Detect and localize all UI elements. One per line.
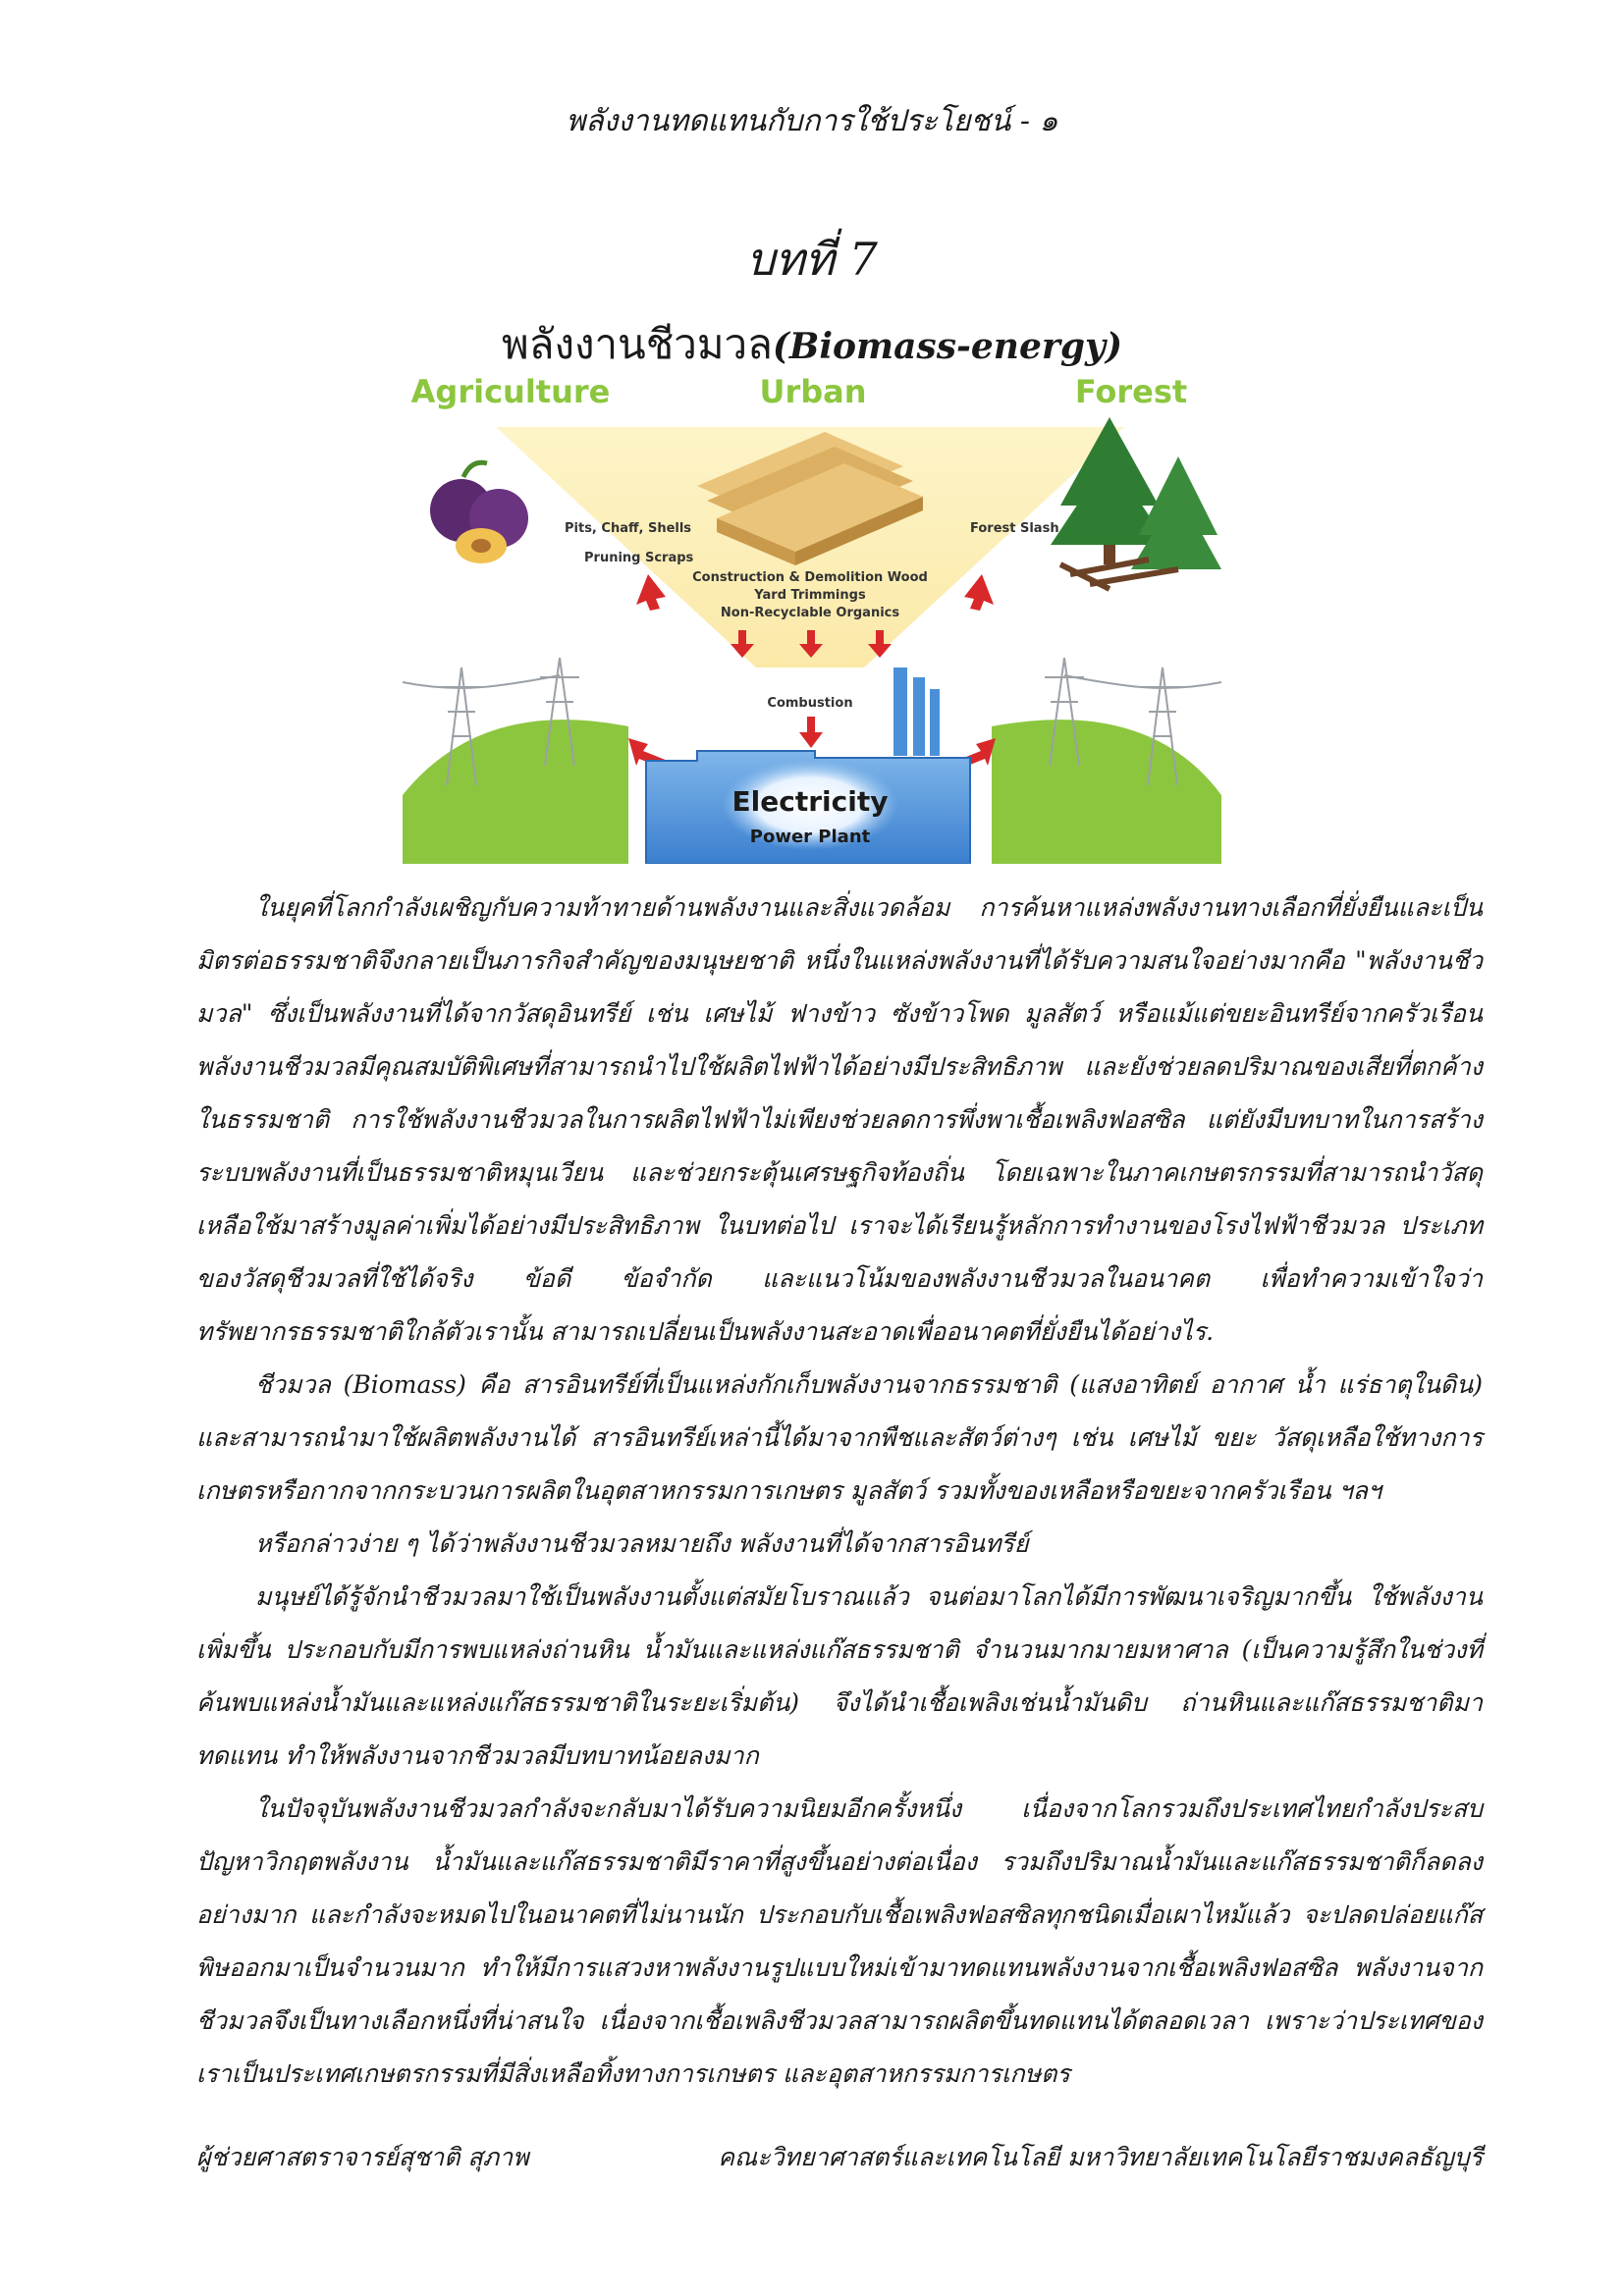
title-thai: พลังงานชีวมวล xyxy=(502,320,773,368)
biomass-diagram xyxy=(403,373,1221,864)
paragraph: ในปัจจุบันพลังงานชีวมวลกำลังจะกลับมาได้รับความนิยมอีกครั้งหนึ่ง เนื่องจากโลกรวมถึงประเทศไทยกำลังประสบปัญหาวิกฤตพลังงาน น้ำมันและแก๊สธรรมชาติมีราคาที่สูงขึ้นอย่างต่อเนื่อง รวมถึงปริมาณน้ำมันและแก๊สธรรมชาติก็ลดลงอย่างมาก และกำลังจะหมดไปในอนาคตที่ไม่นานนัก ประกอบกับเชื้อเพลิงฟอสซิลทุกชนิดเมื่อเผาไหม้แล้ว จะปลดปล่อยแก๊สพิษออกมาเป็นจำนวนมาก ทำให้มีการแสวงหาพลังงานรูปแบบใหม่เข้ามาทดแทนพลังงานจากเชื้อเพลิงฟอสซิล พลังงานจากชีวมวลจึงเป็นทางเลือกหนึ่งที่น่าสนใจ เนื่องจากเชื้อเพลิงชีวมวลสามารถผลิตขึ้นทดแทนได้ตลอดเวลา เพราะว่าประเทศของเราเป็นประเทศเกษตรกรรมที่มีสิ่งเหลือทิ้งทางการเกษตร และอุตสาหกรรมการเกษตร xyxy=(196,1794,1483,2088)
smokestack-icon xyxy=(893,667,940,756)
label-electricity: Electricity xyxy=(731,785,889,818)
label-forest-slash: Forest Slash xyxy=(970,521,1059,536)
paragraph: ในยุคที่โลกกำลังเผชิญกับความท้าทายด้านพลังงานและสิ่งแวดล้อม การค้นหาแหล่งพลังงานทางเลือกที่ยั่งยืนและเป็นมิตรต่อธรรมชาติจึงกลายเป็นภารกิจสำคัญของมนุษยชาติ หนึ่งในแหล่งพลังงานที่ได้รับความสนใจอย่างมากคือ "พลังงานชีวมวล" ซึ่งเป็นพลังงานที่ได้จากวัสดุอินทรีย์ เช่น เศษไม้ ฟางข้าว ซังข้าวโพด มูลสัตว์ หรือแม้แต่ขยะอินทรีย์จากครัวเรือน พลังงานชีวมวลมีคุณสมบัติพิเศษที่สามารถนำไปใช้ผลิตไฟฟ้าได้อย่างมีประสิทธิภาพ และยังช่วยลดปริมาณของเสียที่ตกค้างในธรรมชาติ การใช้พลังงานชีวมวลในการผลิตไฟฟ้าไม่เพียงช่วยลดการพึ่งพาเชื้อเพลิงฟอสซิล แต่ยังมีบทบาทในการสร้างระบบพลังงานที่เป็นธรรมชาติหมุนเวียน และช่วยกระตุ้นเศรษฐกิจท้องถิ่น โดยเฉพาะในภาคเกษตรกรรมที่สามารถนำวัสดุเหลือใช้มาสร้างมูลค่าเพิ่มได้อย่างมีประสิทธิภาพ ในบทต่อไป เราจะได้เรียนรู้หลักการทำงานของโรงไฟฟ้าชีวมวล ประเภทของวัสดุชีวมวลที่ใช้ได้จริง ข้อดี ข้อจำกัด และแนวโน้มของพลังงานชีวมวลในอนาคต เพื่อทำความเข้าใจว่าทรัพยากรธรรมชาติใกล้ตัวเรานั้น สามารถเปลี่ยนเป็นพลังงานสะอาดเพื่ออนาคตที่ยั่งยืนได้อย่างไร. xyxy=(196,893,1483,1346)
category-forest: Forest xyxy=(1074,373,1188,410)
page-title xyxy=(0,312,1624,377)
label-construction: Construction & Demolition Wood xyxy=(692,570,928,585)
label-combustion: Combustion xyxy=(767,696,853,711)
paragraph: มนุษย์ได้รู้จักนำชีวมวลมาใช้เป็นพลังงานตั้งแต่สมัยโบราณแล้ว จนต่อมาโลกได้มีการพัฒนาเจริญมากขึ้น ใช้พลังงานเพิ่มขึ้น ประกอบกับมีการพบแหล่งถ่านหิน น้ำมันและแหล่งแก๊สธรรมชาติ จำนวนมากมายมหาศาล (เป็นความรู้สึกในช่วงที่ค้นพบแหล่งน้ำมันและแหล่งแก๊สธรรมชาติในระยะเริ่มต้น) จึงได้นำเชื้อเพลิงเช่นน้ำมันดิบ ถ่านหินและแก๊สธรรมชาติมาทดแทน ทำให้พลังงานจากชีวมวลมีบทบาทน้อยลงมาก xyxy=(196,1582,1483,1770)
footer-affiliation: คณะวิทยาศาสตร์และเทคโนโลยี มหาวิทยาลัยเทคโนโลยีราชมงคลธัญบุรี xyxy=(718,2143,1483,2171)
paragraph: ชีวมวล (Biomass) คือ สารอินทรีย์ที่เป็นแหล่งกักเก็บพลังงานจากธรรมชาติ (แสงอาทิตย์ อากาศ น้ำ แร่ธาตุในดิน) และสามารถนำมาใช้ผลิตพลังงานได้ สารอินทรีย์เหล่านี้ได้มาจากพืชและสัตว์ต่างๆ เช่น เศษไม้ ขยะ วัสดุเหลือใช้ทางการเกษตรหรือกากจากกระบวนการผลิตในอุตสาหกรรมการเกษตร มูลสัตว์ รวมทั้งของเหลือหรือขยะจากครัวเรือน ฯลฯ xyxy=(196,1370,1483,1505)
label-yard: Yard Trimmings xyxy=(754,588,866,603)
category-agriculture: Agriculture xyxy=(410,373,611,410)
title-english: (Biomass-energy) xyxy=(772,326,1122,367)
plum-icon xyxy=(430,462,528,563)
label-non-recyclable: Non-Recyclable Organics xyxy=(720,606,900,620)
label-power-plant: Power Plant xyxy=(749,827,871,847)
body-text xyxy=(196,881,1483,2101)
footer-author: ผู้ช่วยศาสตราจารย์สุชาติ สุภาพ xyxy=(196,2143,529,2171)
running-header: พลังงานทดแทนกับการใช้ประโยชน์ - ๑ xyxy=(566,104,1058,138)
label-pruning: Pruning Scraps xyxy=(584,551,694,565)
paragraph: หรือกล่าวง่าย ๆ ได้ว่าพลังงานชีวมวลหมายถึง พลังงานที่ได้จากสารอินทรีย์ xyxy=(255,1529,1029,1558)
chapter-label: บทที่ 7 xyxy=(746,233,878,286)
page-footer xyxy=(196,2138,1483,2177)
category-urban: Urban xyxy=(759,373,867,410)
label-pits: Pits, Chaff, Shells xyxy=(565,521,692,536)
